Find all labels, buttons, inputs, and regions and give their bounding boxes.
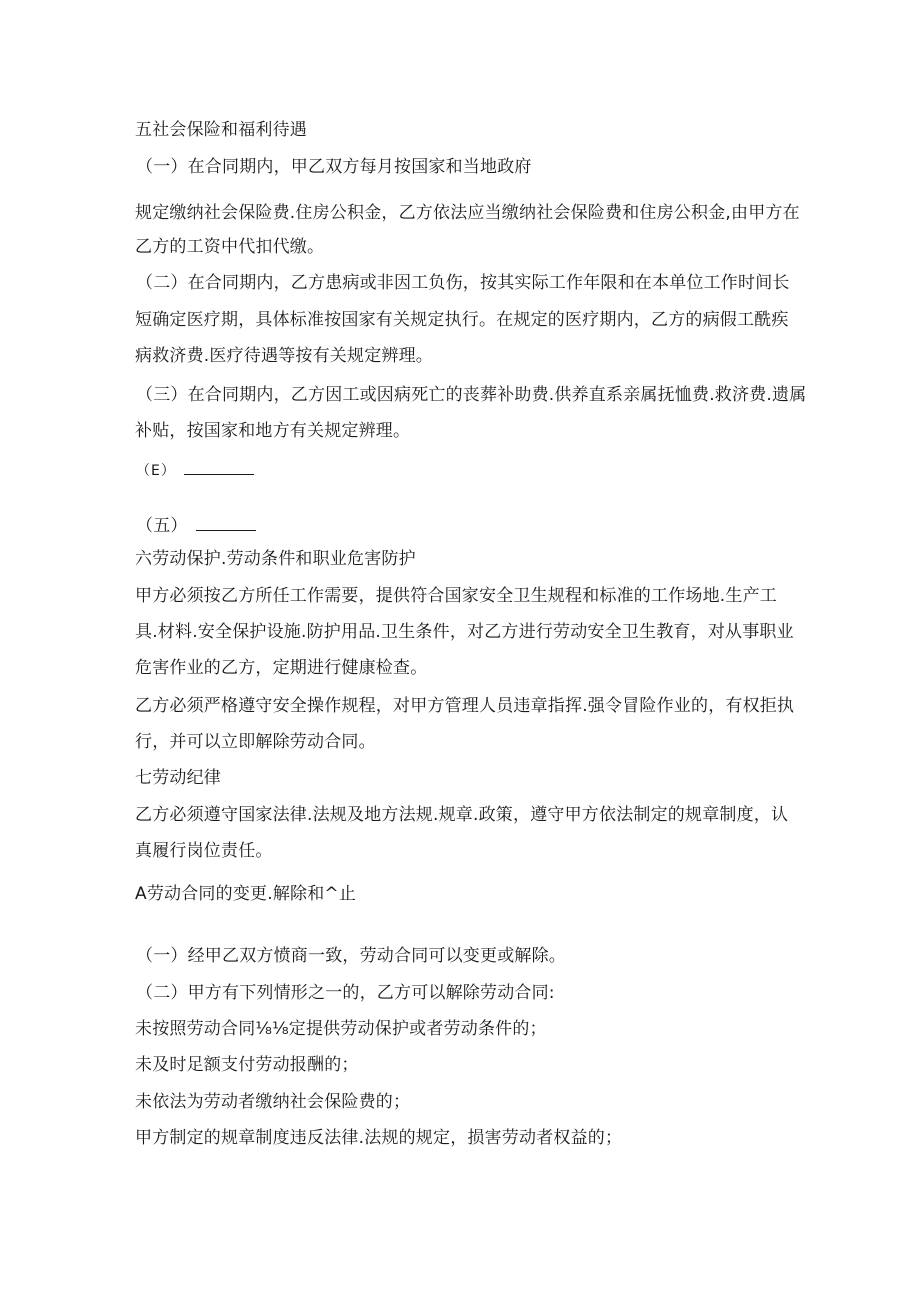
paragraph-line: （三）在合同期内，乙方因工或因病死亡的丧葬补助费.供养直系亲属抚恤费.救济费.遗属 <box>136 385 807 405</box>
paragraph-line: 真履行岗位责任。 <box>135 841 273 861</box>
paragraph-line: 行，并可以立即解除劳动合同。 <box>135 732 376 752</box>
blank-item-label: （E） <box>136 463 176 479</box>
fill-in-blank <box>184 458 254 475</box>
blank-item-label: （五） <box>136 516 188 536</box>
paragraph-line: 甲方必须按乙方所任工作需要，提供符合国家安全卫生规程和标准的工作场地.生产工 <box>135 586 778 606</box>
section-heading-labor-discipline: 七劳动纪律 <box>135 768 221 788</box>
list-item: 未及时足额支付劳动报酬的； <box>135 1055 359 1075</box>
paragraph-line: （二）在合同期内，乙方患病或非因工负伤，按其实际工作年限和在本单位工作时间长 <box>136 273 790 293</box>
paragraph-line: 乙方的工资中代扣代缴。 <box>135 237 325 257</box>
paragraph-line: （二）甲方有下列情形之一的，乙方可以解除劳动合同: <box>136 983 555 1003</box>
blank-item-line <box>136 458 254 482</box>
paragraph-line: 规定缴纳社会保险费.住房公积金，乙方依法应当缴纳社会保险费和住房公积金,由甲方在 <box>135 203 800 223</box>
section-heading-labor-protection: 六劳动保护.劳动条件和职业危害防护 <box>135 549 416 569</box>
section-heading-social-insurance: 五社会保险和福利待遇 <box>135 120 307 140</box>
paragraph-line: 乙方必须严格遵守安全操作规程，对甲方管理人员违章指挥.强令冒险作业的，有权拒执 <box>135 696 795 716</box>
blank-item-line <box>136 514 256 537</box>
list-item: 甲方制定的规章制度违反法律.法规的规定，损害劳动者权益的； <box>135 1128 623 1148</box>
paragraph-line: 病救济费.医疗待遇等按有关规定辨理。 <box>135 346 434 366</box>
fill-in-blank <box>196 514 256 531</box>
section-heading-contract-change: A劳动合同的变更.解除和^止 <box>135 884 357 904</box>
paragraph-line: 补贴，按国家和地方有关规定辨理。 <box>135 421 411 441</box>
list-item: 未按照劳动合同⅛⅛定提供劳动保护或者劳动条件的； <box>135 1019 547 1039</box>
paragraph-line: 乙方必须遵守国家法律.法规及地方法规.规章.政策，遵守甲方依法制定的规章制度，认 <box>135 805 789 825</box>
paragraph-line: 具.材料.安全保护设施.防护用品.卫生条件，对乙方进行劳动安全卫生教育，对从事职业 <box>135 622 794 642</box>
paragraph-line: （一）经甲乙双方愤商一致，劳动合同可以变更或解除。 <box>136 946 566 966</box>
paragraph-line: 危害作业的乙方，定期进行健康检查。 <box>135 658 428 678</box>
paragraph-line: 短确定医疗期，具体标准按国家有关规定执行。在规定的医疗期内，乙方的病假工酰疾 <box>135 310 789 330</box>
list-item: 未依法为劳动者缴纳社会保险费的； <box>135 1092 411 1112</box>
paragraph-line: （一）在合同期内，甲乙双方每月按国家和当地政府 <box>136 157 532 177</box>
